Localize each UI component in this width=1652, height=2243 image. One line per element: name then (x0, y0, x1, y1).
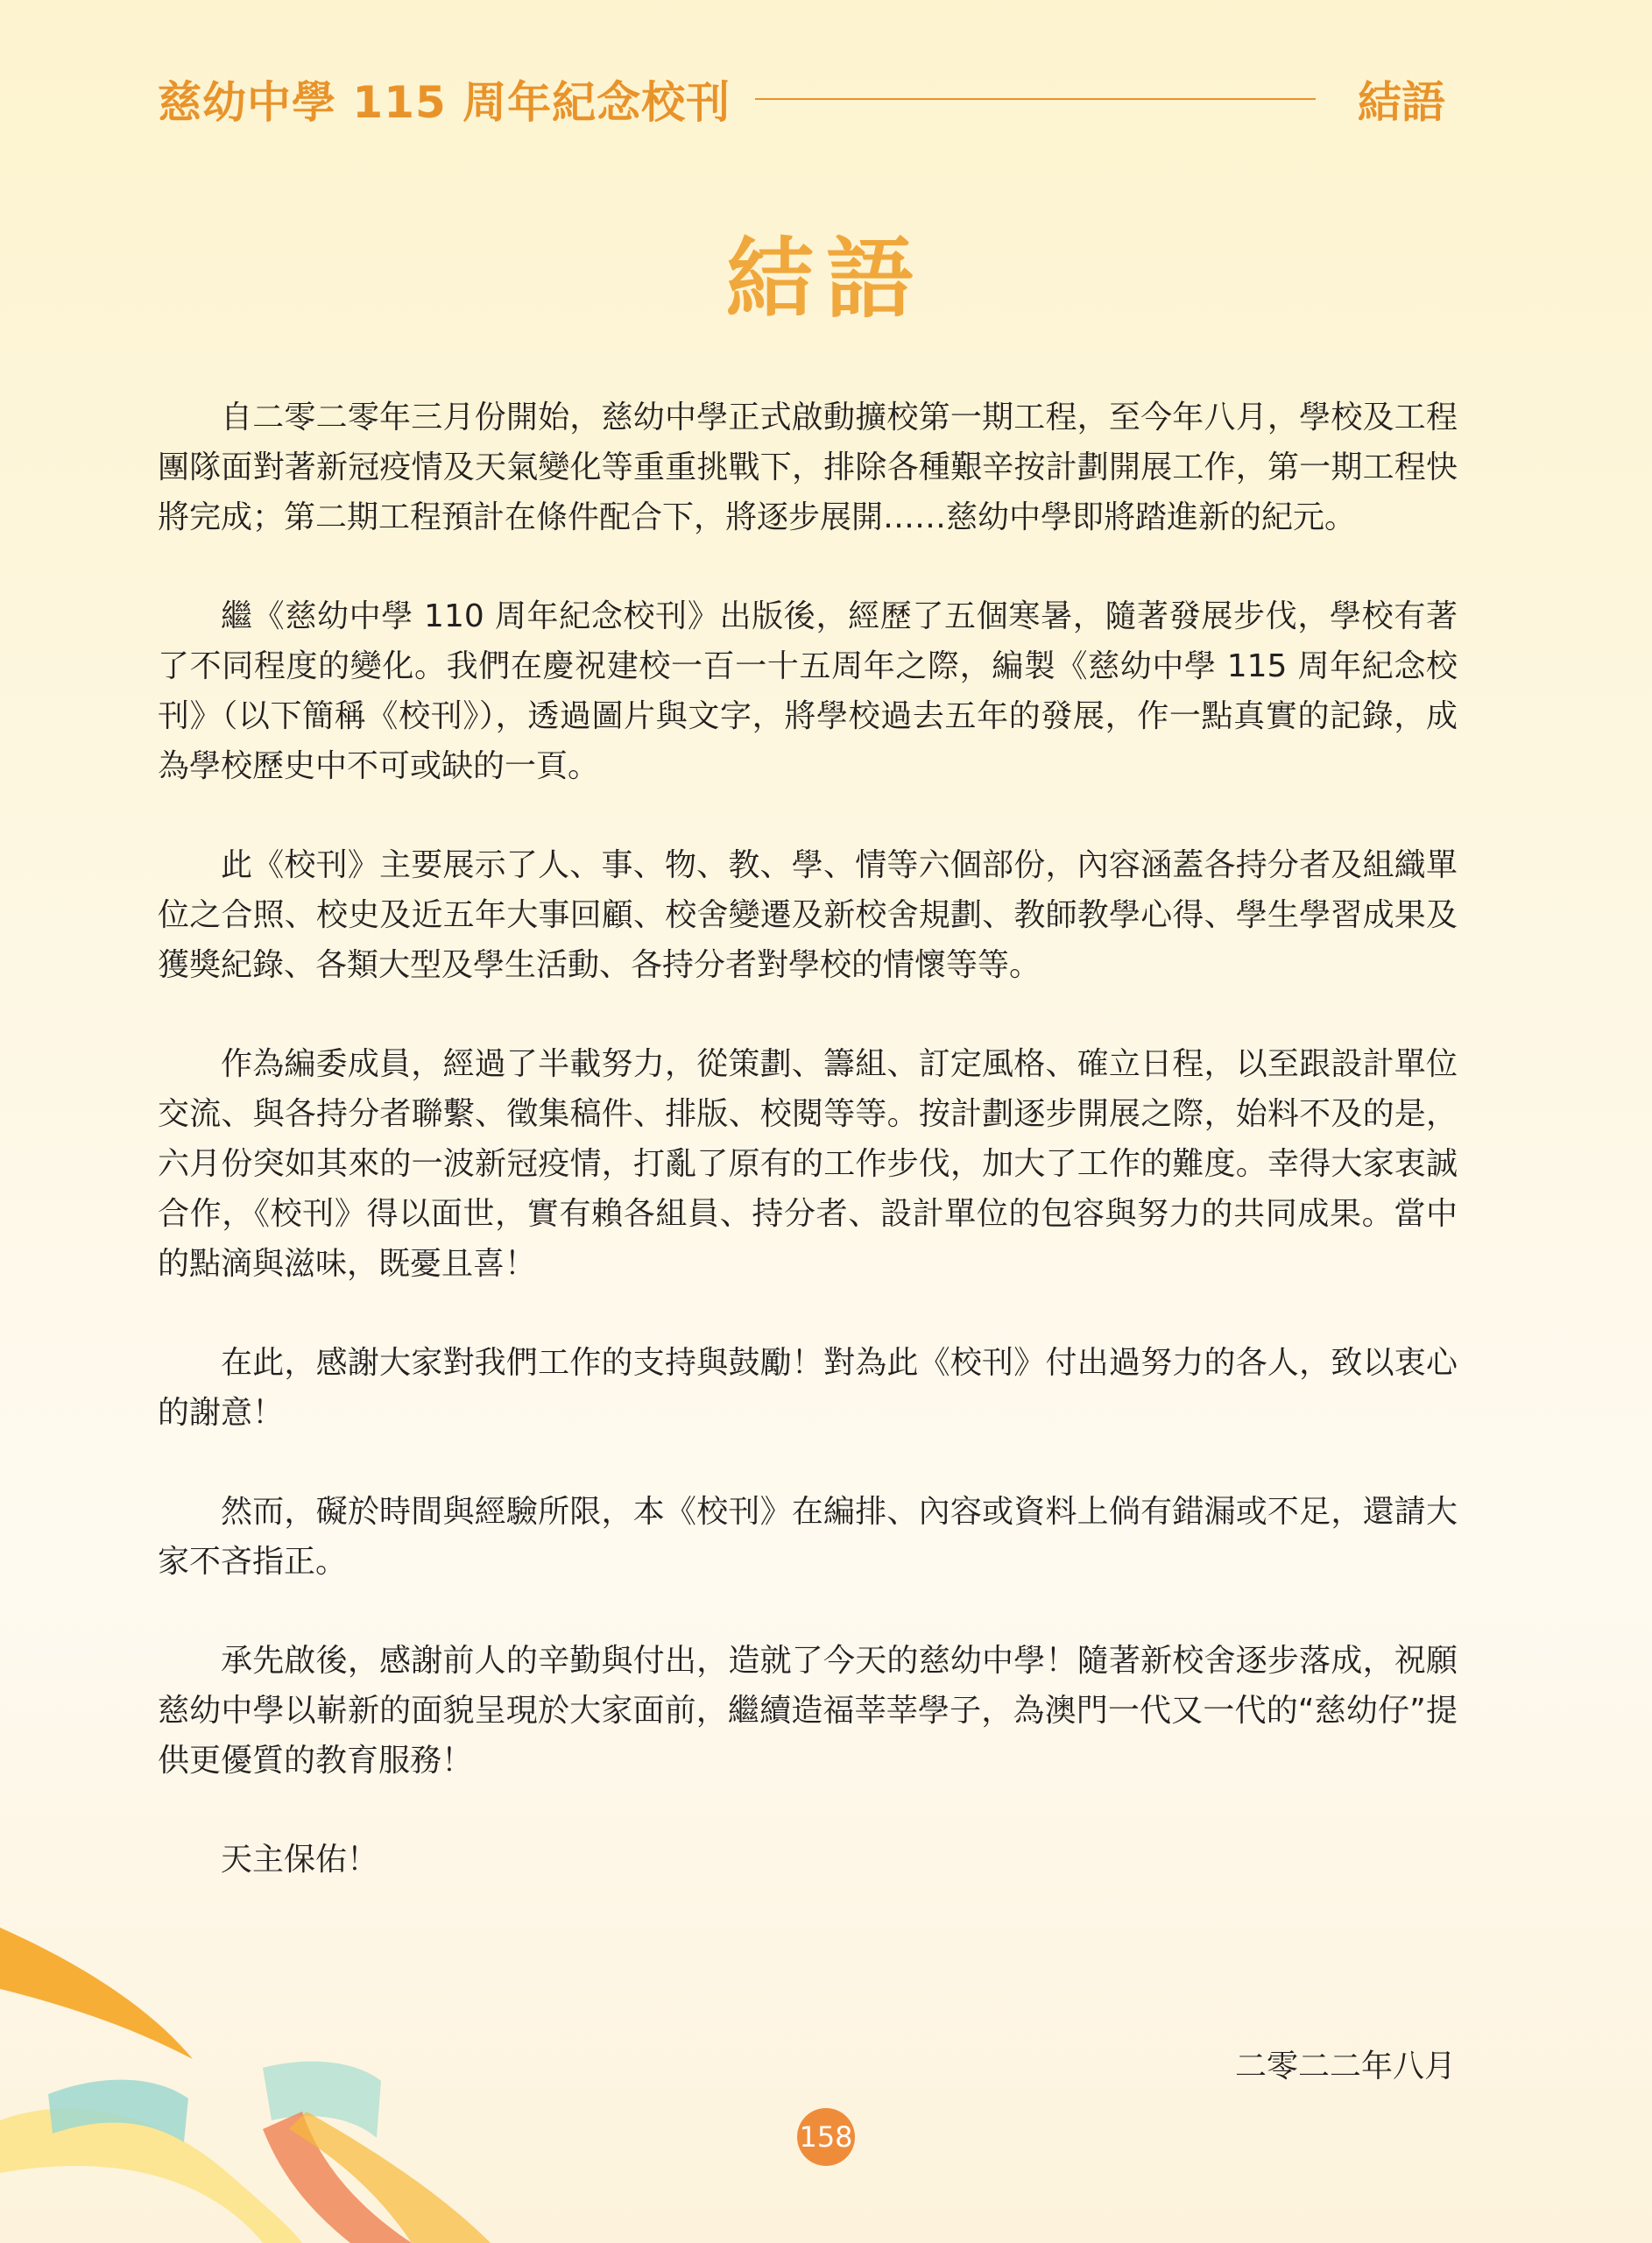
article-body (158, 393, 1458, 1885)
paragraph: 自二零二零年三月份開始，慈幼中學正式啟動擴校第一期工程，至今年八月，學校及工程團隊面對著新冠疫情及天氣變化等重重挑戰下，排除各種艱辛按計劃開展工作，第一期工程快將完成；第二期工程預計在條件配合下，將逐步展開……慈幼中學即將踏進新的紀元。 (158, 400, 1458, 535)
paragraph: 繼《慈幼中學 110 周年紀念校刊》出版後，經歷了五個寒暑，隨著發展步伐，學校有著了不同程度的變化。我們在慶祝建校一百一十五周年之際，編製《慈幼中學 115 周年紀念校刊》（以下簡稱《校刊》），透過圖片與文字，將學校過去五年的發展，作一點真實的記錄，成為學校歷史中不可或缺的一頁。 (158, 598, 1458, 784)
ribbon-yellow-band (0, 2109, 302, 2243)
signoff-date: 二零二二年八月 (1234, 2048, 1456, 2084)
paragraph: 在此，感謝大家對我們工作的支持與鼓勵！對為此《校刊》付出過努力的各人，致以衷心的謝意！ (158, 1345, 1458, 1431)
page-number-badge: 158 (797, 2108, 855, 2166)
section-label: 結語 (1358, 77, 1445, 128)
paragraph: 承先啟後，感謝前人的辛勤與付出，造就了今天的慈幼中學！隨著新校舍逐步落成，祝願慈幼中學以嶄新的面貌呈現於大家面前，繼續造福莘莘學子，為澳門一代又一代的“慈幼仔”提供更優質的教育服務！ (158, 1643, 1458, 1779)
ribbon-orange-band (0, 1928, 193, 2059)
paragraph: 然而，礙於時間與經驗所限，本《校刊》在編排、內容或資料上倘有錯漏或不足，還請大家不吝指正。 (158, 1494, 1458, 1580)
header-divider (755, 98, 1316, 100)
page-header (158, 68, 1445, 130)
decorative-ribbon (0, 1910, 491, 2243)
paragraph: 此《校刊》主要展示了人、事、物、教、學、情等六個部份，內容涵蓋各持分者及組織單位之合照、校史及近五年大事回顧、校舍變遷及新校舍規劃、教師教學心得、學生學習成果及獲獎紀錄、各類大型及學生活動、各持分者對學校的情懷等等。 (158, 847, 1458, 983)
paragraph: 作為編委成員，經過了半載努力，從策劃、籌組、訂定風格、確立日程，以至跟設計單位交流、與各持分者聯繫、徵集稿件、排版、校閱等等。按計劃逐步開展之際，始料不及的是，六月份突如其來的一波新冠疫情，打亂了原有的工作步伐，加大了工作的難度。幸得大家衷誠合作，《校刊》得以面世，實有賴各組員、持分者、設計單位的包容與努力的共同成果。當中的點滴與滋味，既憂且喜！ (158, 1046, 1458, 1282)
page-title: 結語 (726, 228, 926, 330)
closing-blessing: 天主保佑！ (221, 1842, 379, 1878)
publication-title: 慈幼中學 115 周年紀念校刊 (158, 77, 731, 128)
